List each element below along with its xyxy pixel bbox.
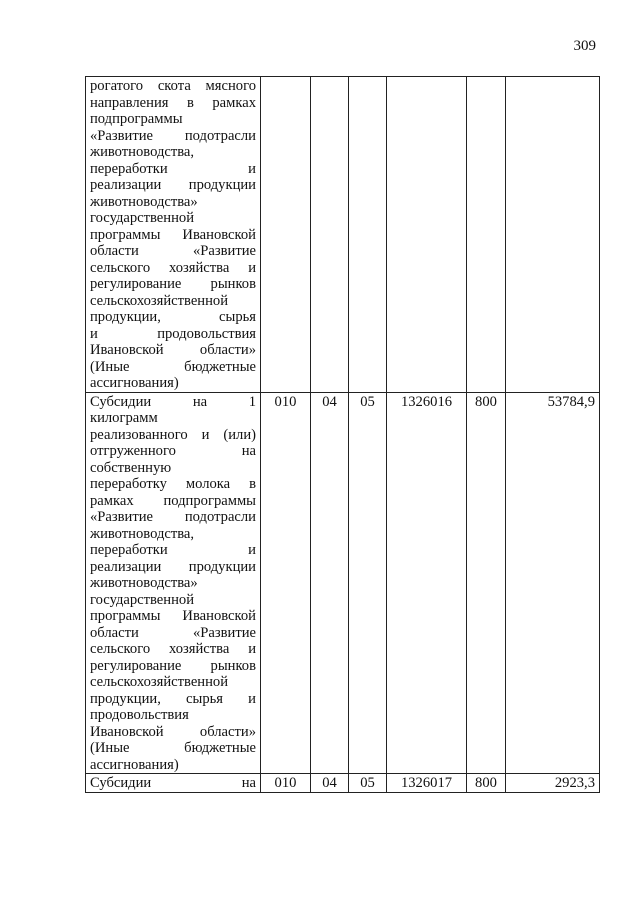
expense-type-code (467, 77, 506, 393)
amount: 2923,3 (506, 774, 600, 793)
description-line: животноводства» (90, 575, 198, 591)
target-article-code (387, 77, 467, 393)
expense-type-code: 800 (467, 774, 506, 793)
description-line: продукции, сырья и (90, 690, 256, 707)
description-line: государственной (90, 591, 195, 608)
description-line: продовольствия (90, 707, 189, 723)
description-line: регулирование рынков (90, 657, 256, 674)
description-line: реализованного и (или) (90, 426, 256, 443)
description-line: рогатого скота мясного (90, 78, 256, 94)
amount (506, 77, 600, 393)
description-line: подпрограммы (90, 111, 183, 127)
description-line: Субсидии на 1 (90, 393, 256, 410)
section-code: 04 (311, 774, 349, 793)
table-row (86, 392, 600, 774)
description-line: сельского хозяйства и (90, 259, 256, 276)
description-line: переработки и (90, 542, 256, 558)
amount: 53784,9 (506, 392, 600, 774)
description-line: и продовольствия (90, 325, 256, 342)
row-description (86, 392, 261, 774)
subsection-code: 05 (349, 774, 387, 793)
description-line: регулирование рынков (90, 276, 256, 292)
table-row (86, 77, 600, 393)
budget-table (85, 76, 600, 793)
description-line: сельского хозяйства и (90, 641, 256, 657)
description-line: (Иные бюджетные (90, 358, 256, 375)
page-number: 309 (573, 38, 596, 54)
row-description (86, 77, 261, 393)
description-line: животноводства, (90, 144, 195, 160)
description-line: «Развитие подотрасли (90, 509, 256, 525)
description-line: ассигнования) (90, 375, 179, 391)
description-line: реализации продукции (90, 558, 256, 575)
ministry-code: 010 (261, 392, 311, 774)
target-article-code: 1326017 (387, 774, 467, 793)
description-line: килограмм (90, 410, 158, 426)
subsection-code (349, 77, 387, 393)
target-article-code: 1326016 (387, 392, 467, 774)
description-line: переработки и (90, 160, 256, 177)
expense-type-code: 800 (467, 392, 506, 774)
description-line: государственной (90, 210, 195, 226)
description-line: животноводства» (90, 193, 198, 210)
description-line: области «Развитие (90, 624, 256, 641)
description-line: Субсидии на (90, 775, 256, 791)
description-line: Ивановской области» (90, 342, 256, 358)
section-code (311, 77, 349, 393)
description-line: сельскохозяйственной (90, 674, 229, 690)
row-description (86, 774, 261, 793)
description-line: «Развитие подотрасли (90, 127, 256, 144)
description-line: отгруженного на (90, 443, 256, 459)
description-line: области «Развитие (90, 243, 256, 259)
ministry-code: 010 (261, 774, 311, 793)
description-line: программы Ивановской (90, 608, 256, 624)
section-code: 04 (311, 392, 349, 774)
description-line: Ивановской области» (90, 723, 256, 740)
description-line: рамках подпрограммы (90, 492, 256, 509)
description-line: программы Ивановской (90, 226, 256, 243)
description-line: направления в рамках (90, 94, 256, 111)
description-line: реализации продукции (90, 177, 256, 193)
subsection-code: 05 (349, 392, 387, 774)
description-line: ассигнования) (90, 756, 179, 773)
description-line: переработку молока в (90, 476, 256, 492)
description-line: собственную (90, 459, 172, 476)
ministry-code (261, 77, 311, 393)
description-line: животноводства, (90, 525, 195, 542)
description-line: продукции, сырья (90, 309, 256, 325)
description-line: (Иные бюджетные (90, 740, 256, 756)
description-line: сельскохозяйственной (90, 292, 229, 309)
table-row (86, 774, 600, 793)
